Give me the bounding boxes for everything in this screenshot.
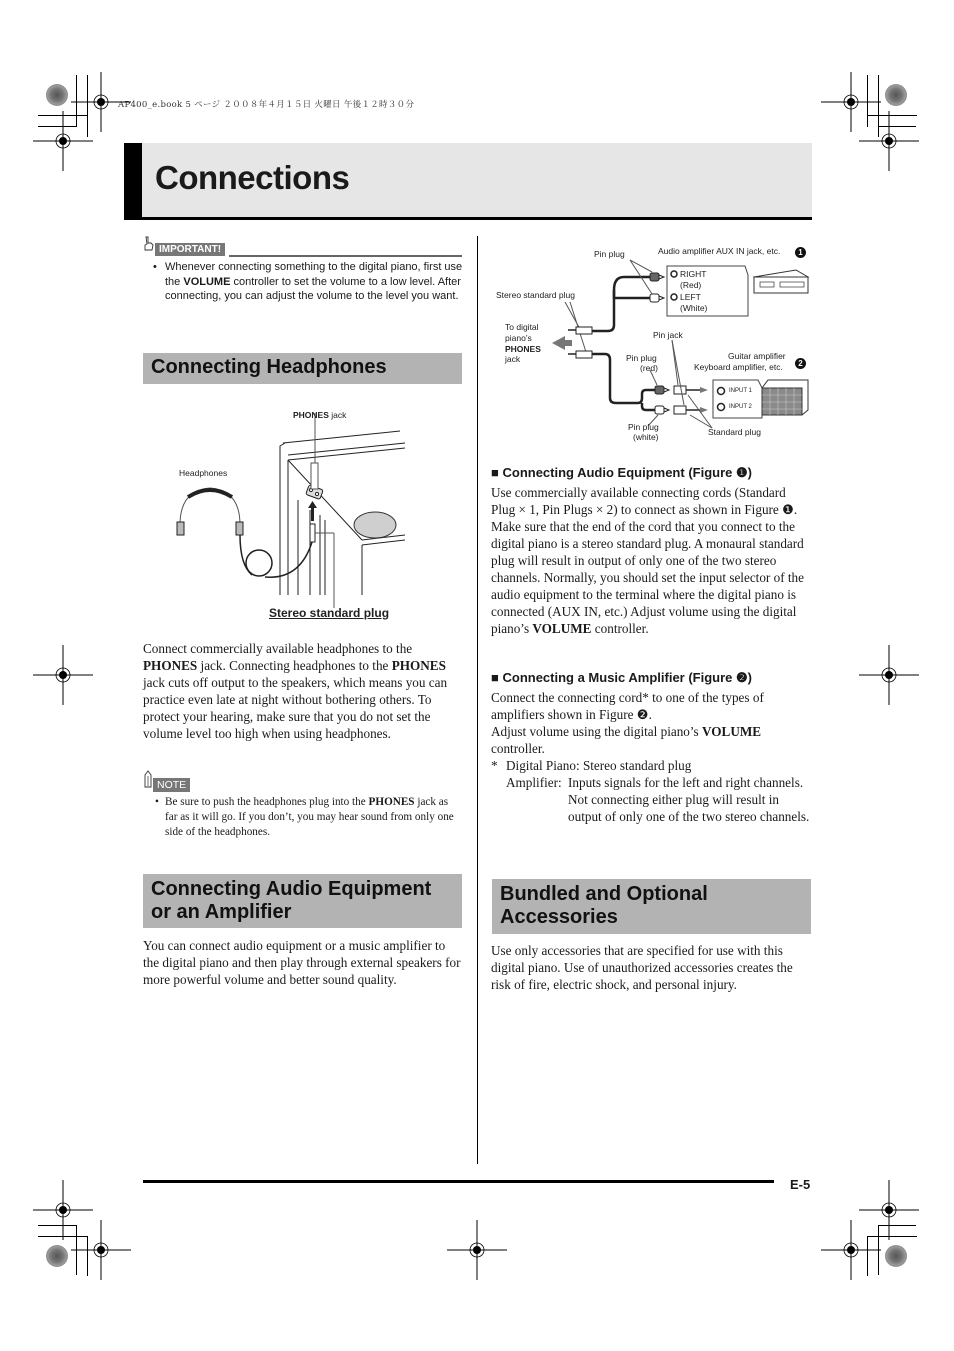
headphones-illustration	[170, 405, 410, 620]
subsection-heading-audio: ■ Connecting Audio Equipment (Figure ❶)	[491, 465, 752, 480]
stereo-plug-label: Stereo standard plug	[269, 606, 390, 620]
figure-2-marker: 2	[795, 358, 806, 369]
left-label: LEFT	[680, 292, 701, 302]
page-number: E-5	[790, 1177, 811, 1192]
pencil-icon	[143, 770, 153, 788]
pin-plug-white-line1: Pin plug	[628, 422, 659, 432]
registration-target-icon	[859, 111, 919, 171]
headphones-paragraph: Connect commercially available headphones to the PHONES jack. Connecting headphones to the PHONES jack cuts off output to the speakers, which means you can practice even late at night without bothering others. To protect your hearing, make sure that you do not set the volume level too high when using headphones.	[143, 641, 448, 741]
important-label: IMPORTANT!	[155, 243, 225, 256]
important-bullet: • Whenever connecting something to the digital piano, first use the VOLUME controller to set the volume to a low level. After connecting, you can adjust the volume to the level you want.	[153, 261, 463, 303]
to-digital-line4: jack	[505, 354, 521, 364]
important-rule	[229, 255, 462, 257]
print-header-meta: AP400_e.book 5 ページ ２００８年４月１５日 火曜日 午後１２時３０分	[118, 100, 415, 110]
column-divider	[477, 236, 478, 1164]
stereo-plug-diagram-label: Stereo standard plug	[496, 290, 575, 300]
figure-1-marker: 1	[795, 247, 806, 258]
bullet-icon: •	[155, 796, 159, 808]
pin-plug-white-line2: (white)	[633, 432, 659, 442]
accessories-paragraph: Use only accessories that are specified for use with this digital piano. Use of unauthorized accessories creates the risk of fire, electric shock, and personal injury.	[491, 943, 793, 992]
crop-mark	[878, 1225, 879, 1275]
music-amplifier-subsection	[491, 670, 811, 825]
headphones-figure	[170, 405, 410, 620]
standard-plug-label: Standard plug	[708, 427, 761, 437]
to-digital-line3: PHONES	[505, 344, 541, 354]
aux-in-label: Audio amplifier AUX IN jack, etc.	[658, 246, 781, 256]
to-digital-line2: piano’s	[505, 333, 532, 343]
section-heading-accessories: Bundled and Optional Accessories	[492, 879, 811, 934]
pin-plug-red-line1: Pin plug	[626, 353, 657, 363]
audio-equipment-subsection	[491, 465, 811, 637]
right-label: RIGHT	[680, 269, 707, 279]
registration-disc-icon	[885, 84, 907, 106]
to-digital-line1: To digital	[505, 322, 539, 332]
crop-mark	[878, 1225, 916, 1226]
footnote: * Digital Piano: Stereo standard plug Amplifier: Inputs signals for the left and right channels. Not connecting either plug will result in output of only one of the two stereo channels.	[491, 758, 810, 824]
note-bullet: • Be sure to push the headphones plug into the PHONES jack as far as it will go. If you don’t, you may hear sound from only one side of the headphones.	[155, 796, 454, 838]
subsection-heading-amplifier: ■ Connecting a Music Amplifier (Figure ❷)	[491, 670, 753, 685]
crop-mark	[867, 1236, 868, 1276]
registration-target-icon	[33, 645, 93, 705]
input-2-label: INPUT 2	[729, 404, 752, 410]
phones-jack-label: PHONES jack	[293, 410, 347, 420]
footer-rule	[143, 1180, 774, 1183]
registration-disc-icon	[46, 1245, 68, 1267]
amplifier-body: Connect the connecting cord* to one of the types of amplifiers shown in Figure ❷. Adjust volume using the digital piano’s VOLUME controller. * Digital Piano: Stereo standard plug Amplifier: Inputs signals for the left and right channels. Not connecting either plug will result in output of only one of the two stereo channels.	[491, 690, 810, 824]
registration-target-icon	[447, 1220, 507, 1280]
keyboard-amp-label: Keyboard amplifier, etc.	[694, 362, 783, 372]
registration-disc-icon	[46, 84, 68, 106]
pin-jack-label: Pin jack	[653, 330, 683, 340]
title-accent-strip	[124, 143, 142, 220]
pointing-hand-icon	[143, 236, 155, 252]
right-color-label: (Red)	[680, 280, 702, 290]
bullet-icon: •	[153, 261, 157, 273]
registration-disc-icon	[885, 1245, 907, 1267]
square-bullet-icon: ■	[491, 465, 499, 480]
pin-plug-top-label: Pin plug	[594, 249, 625, 259]
section-heading-headphones: Connecting Headphones	[143, 353, 462, 384]
crop-mark	[867, 1236, 917, 1237]
guitar-amp-label: Guitar amplifier	[728, 351, 786, 361]
page-title-bar	[124, 143, 812, 220]
registration-target-icon	[859, 1180, 919, 1240]
pin-plug-red-line2: (red)	[640, 363, 658, 373]
section-heading-audio-equipment: Connecting Audio Equipment or an Amplifier	[143, 874, 462, 928]
audio-equipment-body: Use commercially available connecting cords (Standard Plug × 1, Pin Plugs × 2) to connect as shown in Figure ❶. Make sure that the end of the cord that you connect to the digital piano is a stereo standard plug. A monaural standard plug will result in output of only one of the two stereo channels. Normally, you should set the input selector of the audio equipment to the terminal where the digital piano is connected (AUX IN, etc.) Adjust volume using the digital piano’s VOLUME controller.	[491, 485, 805, 636]
input-1-label: INPUT 1	[729, 388, 752, 394]
connection-figure	[490, 240, 815, 450]
headphones-label: Headphones	[179, 468, 228, 478]
note-label: NOTE	[153, 778, 190, 792]
registration-target-icon	[71, 1220, 131, 1280]
left-color-label: (White)	[680, 303, 708, 313]
square-bullet-icon: ■	[491, 670, 499, 685]
registration-target-icon	[33, 111, 93, 171]
page-title: Connections	[155, 159, 350, 196]
registration-target-icon	[859, 645, 919, 705]
audio-equipment-paragraph: You can connect audio equipment or a music amplifier to the digital piano and then play through external speakers for more powerful volume and better sound quality.	[143, 938, 461, 987]
